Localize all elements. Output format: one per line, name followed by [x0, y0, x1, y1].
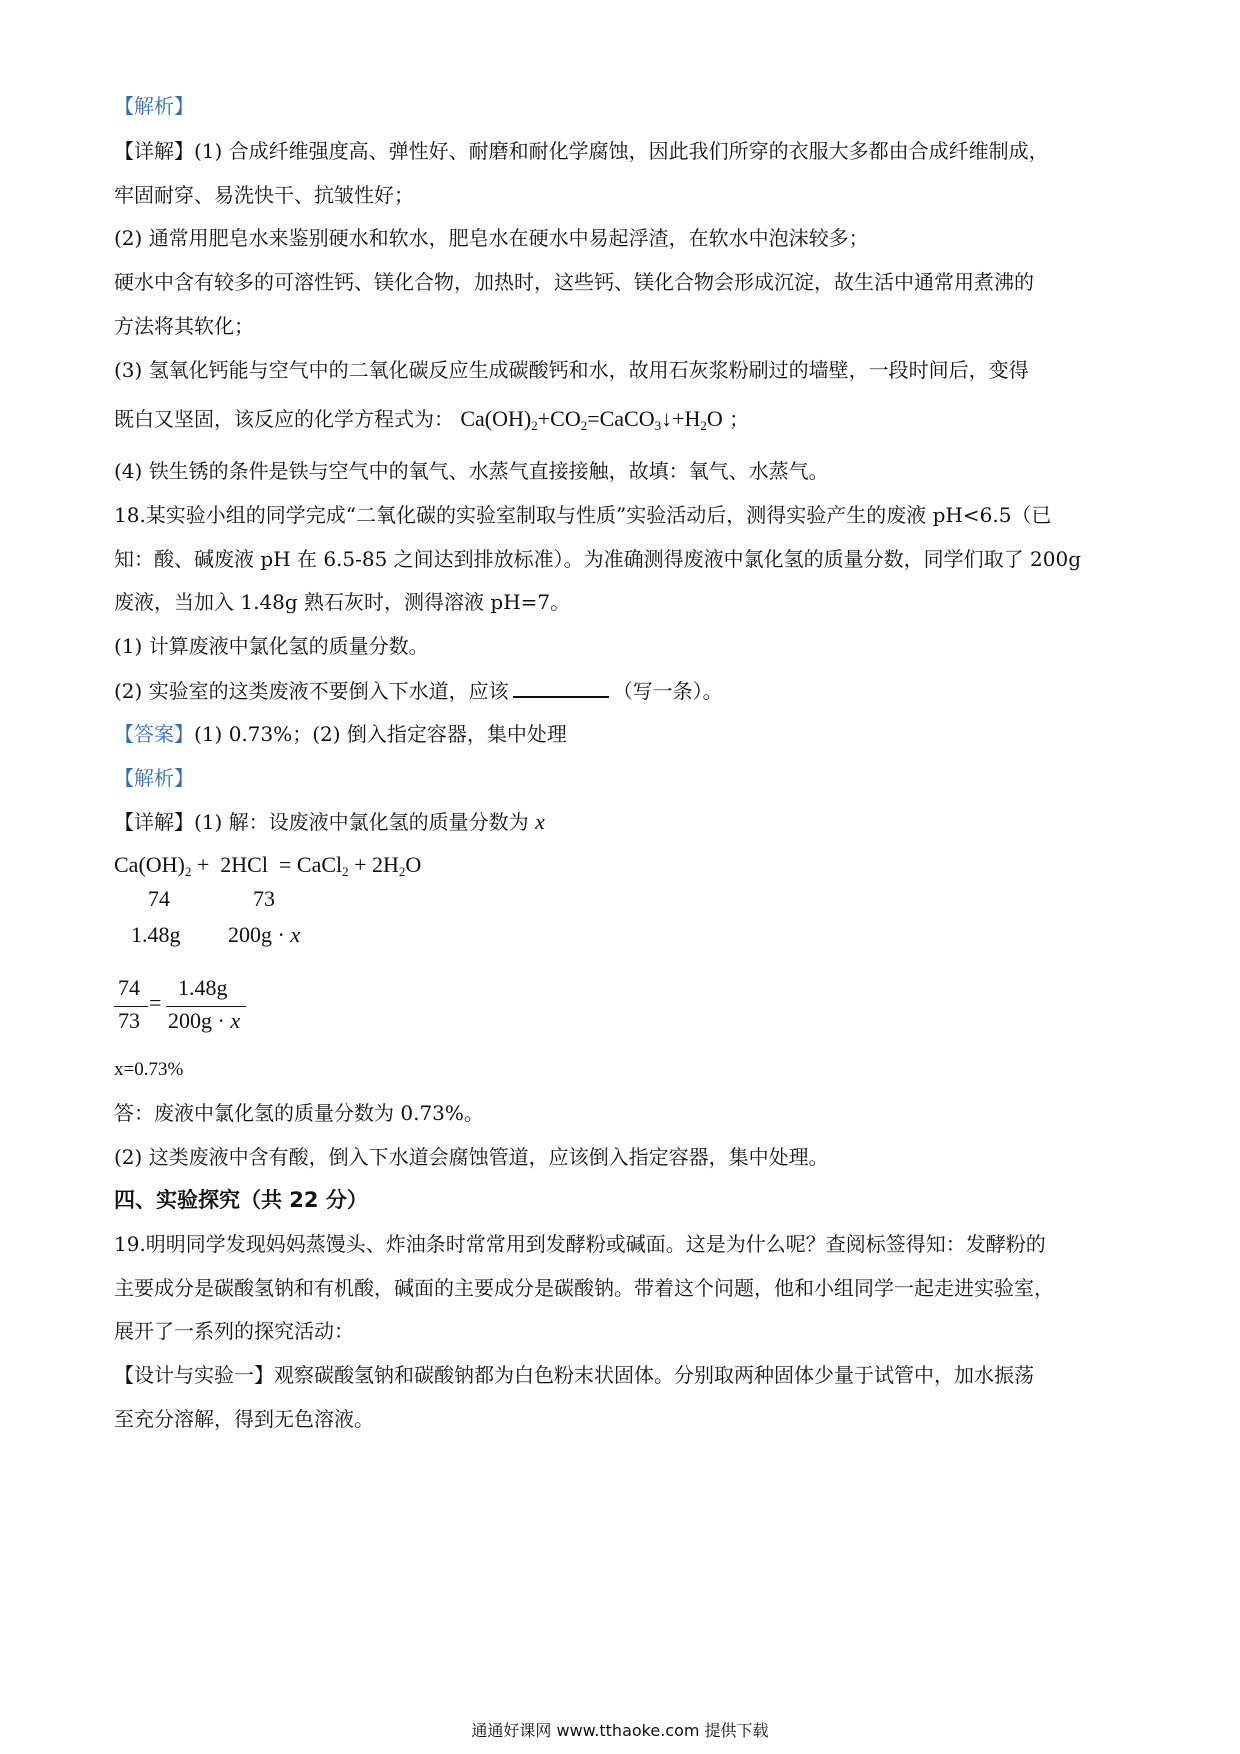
detail-line-5: 方法将其软化； — [114, 314, 254, 338]
section-heading: 四、实验探究（共 22 分） — [114, 1188, 368, 1212]
answer-label: 【答案】 — [114, 722, 194, 746]
detail-part-2: (2) 这类废液中含有酸，倒入下水道会腐蚀管道，应该倒入指定容器，集中处理。 — [114, 1145, 829, 1169]
analysis-label-1: 【解析】 — [114, 94, 194, 118]
detail-line-7: (4) 铁生锈的条件是铁与空气中的氧气、水蒸气直接接触，故填：氧气、水蒸气。 — [114, 459, 829, 483]
question-18-line-1: 18.某实验小组的同学完成“二氧化碳的实验室制取与性质”实验活动后，测得实验产生的废液 pH<6.5（已 — [114, 503, 1052, 527]
experiment-1-line-2: 至充分溶解，得到无色溶液。 — [114, 1407, 374, 1431]
equals-sign: = — [149, 990, 162, 1015]
detail-line-6: (3) 氢氧化钙能与空气中的二氧化碳反应生成碳酸钙和水，故用石灰浆粉刷过的墙壁，一段时间后，变得 — [114, 358, 1029, 382]
answer-statement: 答：废液中氯化氢的质量分数为 0.73%。 — [114, 1101, 484, 1125]
down-arrow-icon: ↓ — [661, 406, 673, 431]
question-18-part-1: (1) 计算废液中氯化氢的质量分数。 — [114, 634, 429, 658]
chemical-equation-1: $Ca(OH)_2+CO_2=CaCO_3↓+H_2O$ — [460, 406, 723, 433]
answer-line — [114, 720, 567, 748]
detail-line-1: 【详解】(1) 合成纤维强度高、弹性好、耐磨和耐化学腐蚀，因此我们所穿的衣服大多都由合成纤维制成， — [114, 139, 1049, 163]
question-18-line-3: 废液，当加入 1.48g 熟石灰时，测得溶液 pH=7。 — [114, 590, 571, 614]
footer: 通通好课网 www.tthaoke.com 提供下载 — [471, 1721, 769, 1740]
molar-mass-hcl: 73 — [253, 886, 275, 911]
analysis-label-2: 【解析】 — [114, 766, 194, 790]
question-19-line-3: 展开了一系列的探究活动： — [114, 1319, 354, 1343]
molar-mass-caoh2: 74 — [148, 886, 170, 911]
equation-line: 既白又坚固，该反应的化学方程式为： $Ca(OH)_2+CO_2=CaCO_3↓+H_2O$ ； — [114, 406, 750, 433]
detail-line-4: 硬水中含有较多的可溶性钙、镁化合物，加热时，这些钙、镁化合物会形成沉淀，故生活中通常用煮沸的 — [114, 270, 1034, 294]
mass-hcl: 200g · x — [228, 922, 301, 947]
equation-intro: 既白又坚固，该反应的化学方程式为： — [114, 407, 454, 431]
detail-line-3: (2) 通常用肥皂水来鉴别硬水和软水，肥皂水在硬水中易起浮渣，在软水中泡沫较多； — [114, 226, 869, 250]
reaction-equation: $Ca(OH)_2 + 2HCl$ = CaCl$_2$ + $2H_2O$ — [114, 852, 422, 879]
question-18-part-2: (2) 实验室的这类废液不要倒入下水道，应该 （写一条）。 — [114, 676, 723, 705]
question-18-line-2: 知：酸、碱废液 pH 在 6.5-85 之间达到排放标准）。为准确测得废液中氯化氢的质量分数，同学们取了 200g — [114, 547, 1082, 571]
result-line: x=0.73% — [114, 1059, 184, 1080]
mass-caoh2: 1.48g — [131, 922, 181, 947]
question-19-line-2: 主要成分是碳酸氢钠和有机酸，碱面的主要成分是碳酸钠。带着这个问题，他和小组同学一起走进实验室， — [114, 1276, 1054, 1300]
fraction-left: 74 73 — [114, 975, 154, 1039]
answer-blank — [513, 676, 609, 698]
answer-text: (1) 0.73%；(2) 倒入指定容器，集中处理 — [194, 722, 567, 746]
question-19-line-1: 19.明明同学发现妈妈蒸馒头、炸油条时常常用到发酵粉或碱面。这是为什么呢？查阅标签得知：发酵粉的 — [114, 1232, 1046, 1256]
solution-intro: 【详解】(1) 解：设废液中氯化氢的质量分数为 x — [114, 809, 545, 834]
detail-line-2: 牢固耐穿、易洗快干、抗皱性好； — [114, 183, 414, 207]
experiment-1-line-1: 【设计与实验一】观察碳酸氢钠和碳酸钠都为白色粉末状固体。分别取两种固体少量于试管中，加水振荡 — [114, 1363, 1034, 1387]
fraction-right: 1.48g 200g · x — [166, 975, 256, 1039]
